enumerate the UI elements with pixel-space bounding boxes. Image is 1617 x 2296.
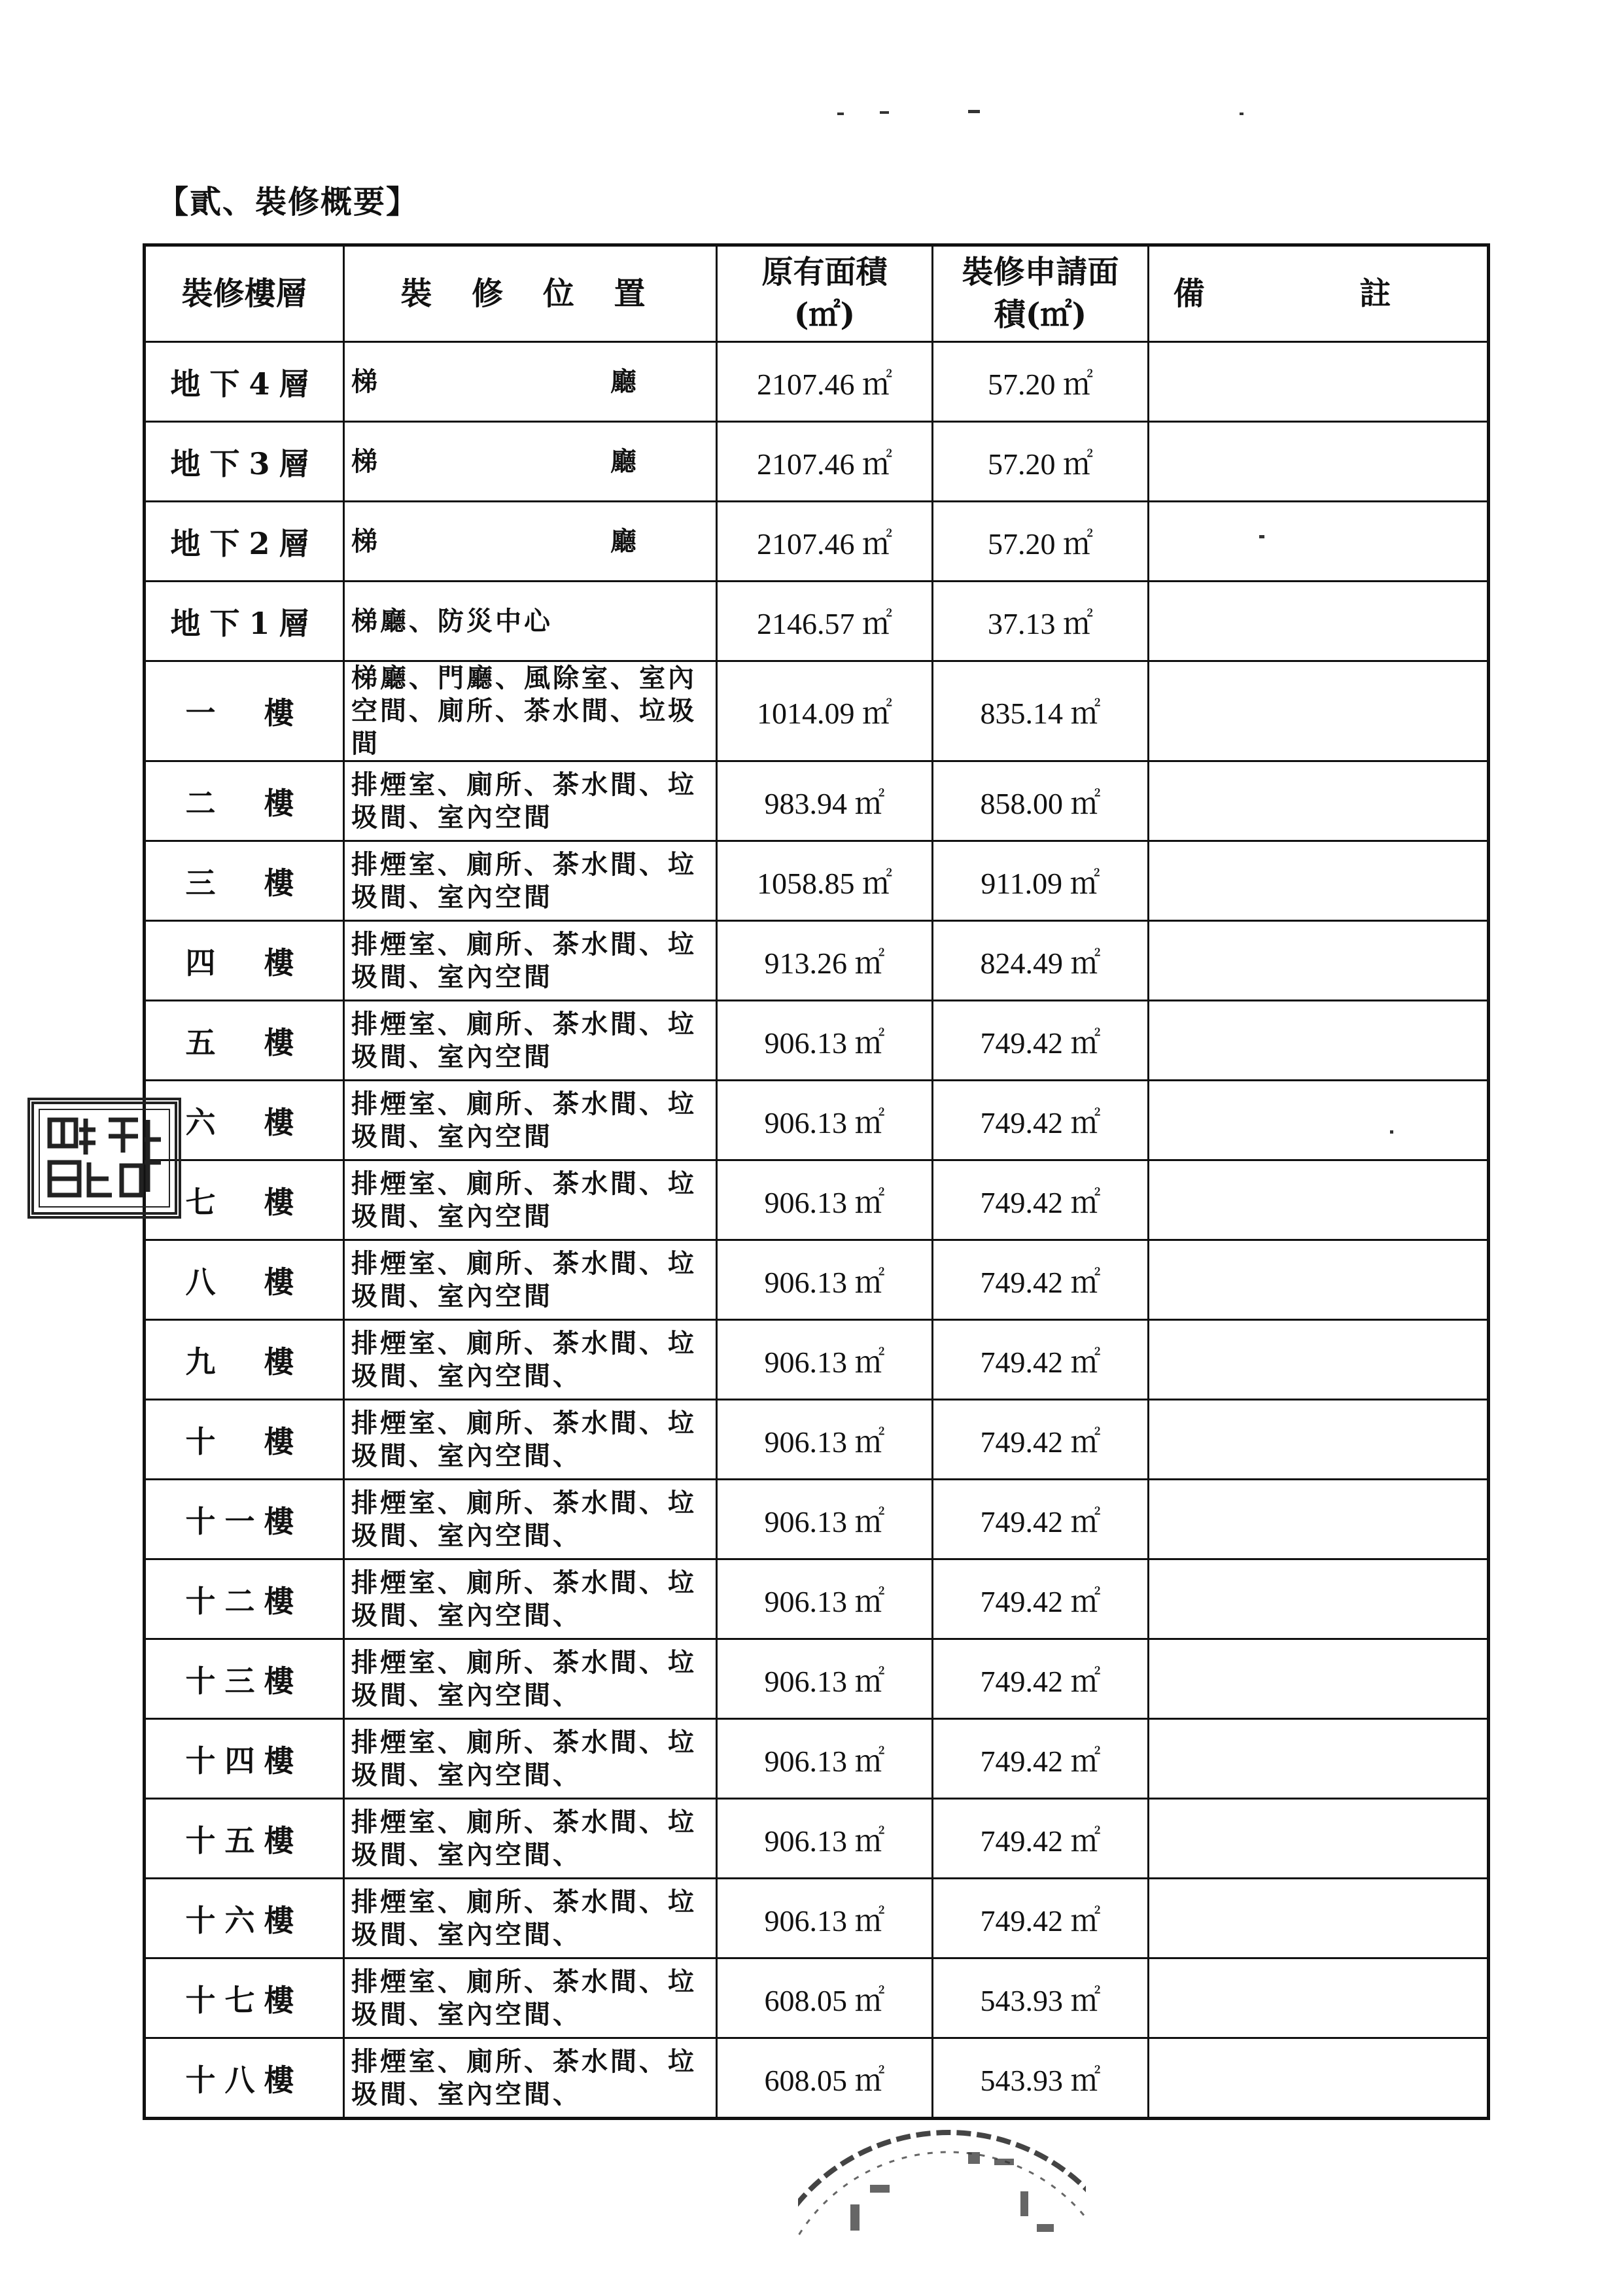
header-original-area — [717, 245, 933, 342]
floor-cell: 八 樓 — [145, 1240, 344, 1320]
scan-speck — [1390, 1130, 1393, 1134]
architect-seal-stamp — [27, 1098, 181, 1219]
applied-area-cell: 835.14 ㎡ — [933, 661, 1149, 761]
table-row — [145, 1639, 1489, 1719]
position-cell: 排煙室、廁所、茶水間、垃圾間、室內空間、 — [344, 1559, 717, 1639]
remarks-cell — [1149, 1799, 1489, 1879]
remarks-cell — [1149, 661, 1489, 761]
floor-cell: 地下4層 — [145, 342, 344, 422]
applied-area-cell: 749.42 ㎡ — [933, 1559, 1149, 1639]
position-cell: 排煙室、廁所、茶水間、垃圾間、室內空間、 — [344, 1400, 717, 1480]
original-area-cell: 906.13 ㎡ — [717, 1719, 933, 1799]
seal-graphic — [30, 1100, 179, 1216]
applied-area-cell: 749.42 ㎡ — [933, 1480, 1149, 1559]
applied-area-cell: 749.42 ㎡ — [933, 1719, 1149, 1799]
position-cell: 排煙室、廁所、茶水間、垃圾間、室內空間、 — [344, 1639, 717, 1719]
table-row — [145, 1081, 1489, 1160]
header-original-area-line1: 原有面積 — [761, 254, 888, 291]
table-row — [145, 1879, 1489, 1958]
table-row — [145, 661, 1489, 761]
round-stamp-graphic — [798, 2113, 1086, 2296]
applied-area-cell: 749.42 ㎡ — [933, 1320, 1149, 1400]
position-cell: 排煙室、廁所、茶水間、垃圾間、室內空間 — [344, 921, 717, 1001]
remarks-cell — [1149, 502, 1489, 582]
applied-area-cell: 749.42 ㎡ — [933, 1639, 1149, 1719]
original-area-cell: 906.13 ㎡ — [717, 1799, 933, 1879]
table-row — [145, 1559, 1489, 1639]
original-area-cell: 906.13 ㎡ — [717, 1639, 933, 1719]
header-applied-area-line2: 積(㎡) — [994, 296, 1087, 333]
applied-area-cell: 858.00 ㎡ — [933, 761, 1149, 841]
header-original-area-line2: (㎡) — [793, 296, 856, 333]
original-area-cell: 1014.09 ㎡ — [717, 661, 933, 761]
position-cell: 排煙室、廁所、茶水間、垃圾間、室內空間、 — [344, 1799, 717, 1879]
applied-area-cell: 37.13 ㎡ — [933, 582, 1149, 661]
table-row — [145, 761, 1489, 841]
association-round-stamp — [798, 2113, 1086, 2296]
floor-cell: 三 樓 — [145, 841, 344, 921]
original-area-cell: 608.05 ㎡ — [717, 1958, 933, 2038]
remarks-cell — [1149, 1001, 1489, 1081]
section-title: 【貳、裝修概要】 — [157, 184, 419, 220]
remarks-cell — [1149, 1480, 1489, 1559]
floor-cell: 四 樓 — [145, 921, 344, 1001]
table-row — [145, 502, 1489, 582]
floor-cell: 十一樓 — [145, 1480, 344, 1559]
position-cell: 排煙室、廁所、茶水間、垃圾間、室內空間、 — [344, 1480, 717, 1559]
original-area-cell: 906.13 ㎡ — [717, 1480, 933, 1559]
remarks-cell — [1149, 1081, 1489, 1160]
table-body — [145, 342, 1489, 2119]
floor-cell: 五 樓 — [145, 1001, 344, 1081]
floor-cell: 十三樓 — [145, 1639, 344, 1719]
scan-speck — [880, 111, 889, 114]
remarks-cell — [1149, 761, 1489, 841]
remarks-cell — [1149, 1160, 1489, 1240]
original-area-cell: 906.13 ㎡ — [717, 1400, 933, 1480]
applied-area-cell: 824.49 ㎡ — [933, 921, 1149, 1001]
table-row — [145, 1160, 1489, 1240]
remarks-cell — [1149, 1400, 1489, 1480]
remarks-cell — [1149, 582, 1489, 661]
original-area-cell: 2107.46 ㎡ — [717, 502, 933, 582]
applied-area-cell: 749.42 ㎡ — [933, 1160, 1149, 1240]
remarks-cell — [1149, 1719, 1489, 1799]
floor-cell: 九 樓 — [145, 1320, 344, 1400]
applied-area-cell: 543.93 ㎡ — [933, 1958, 1149, 2038]
original-area-cell: 906.13 ㎡ — [717, 1160, 933, 1240]
floor-cell: 地下2層 — [145, 502, 344, 582]
header-floor: 裝修樓層 — [145, 245, 344, 342]
original-area-cell: 1058.85 ㎡ — [717, 841, 933, 921]
position-cell: 排煙室、廁所、茶水間、垃圾間、室內空間、 — [344, 1719, 717, 1799]
table-row — [145, 1799, 1489, 1879]
scan-speck — [837, 113, 844, 115]
position-cell: 排煙室、廁所、茶水間、垃圾間、室內空間 — [344, 1001, 717, 1081]
position-cell: 梯廳、門廳、風除室、室內空間、廁所、茶水間、垃圾間 — [344, 661, 717, 761]
original-area-cell: 906.13 ㎡ — [717, 1559, 933, 1639]
original-area-cell: 906.13 ㎡ — [717, 1081, 933, 1160]
table-row — [145, 1719, 1489, 1799]
floor-cell: 十 樓 — [145, 1400, 344, 1480]
floor-cell: 十四樓 — [145, 1719, 344, 1799]
remarks-cell — [1149, 2038, 1489, 2119]
original-area-cell: 906.13 ㎡ — [717, 1240, 933, 1320]
original-area-cell: 2107.46 ㎡ — [717, 422, 933, 502]
applied-area-cell: 749.42 ㎡ — [933, 1879, 1149, 1958]
position-cell: 梯廳、防災中心 — [344, 582, 717, 661]
remarks-cell — [1149, 1639, 1489, 1719]
table-row — [145, 921, 1489, 1001]
table-row — [145, 422, 1489, 502]
floor-cell: 十五樓 — [145, 1799, 344, 1879]
floor-cell: 七 樓 — [145, 1160, 344, 1240]
header-applied-area-line1: 裝修申請面 — [962, 254, 1119, 291]
applied-area-cell: 749.42 ㎡ — [933, 1001, 1149, 1081]
remarks-cell — [1149, 422, 1489, 502]
original-area-cell: 913.26 ㎡ — [717, 921, 933, 1001]
position-cell: 排煙室、廁所、茶水間、垃圾間、室內空間、 — [344, 1958, 717, 2038]
position-cell: 排煙室、廁所、茶水間、垃圾間、室內空間、 — [344, 1879, 717, 1958]
floor-cell: 十七樓 — [145, 1958, 344, 2038]
scan-speck — [968, 110, 980, 113]
applied-area-cell: 57.20 ㎡ — [933, 342, 1149, 422]
scan-speck — [1240, 113, 1243, 115]
original-area-cell: 2146.57 ㎡ — [717, 582, 933, 661]
floor-cell: 十六樓 — [145, 1879, 344, 1958]
table-row — [145, 1958, 1489, 2038]
position-cell: 排煙室、廁所、茶水間、垃圾間、室內空間 — [344, 841, 717, 921]
remarks-cell — [1149, 1879, 1489, 1958]
renovation-summary-table — [143, 243, 1490, 2120]
remarks-cell — [1149, 1320, 1489, 1400]
position-cell: 排煙室、廁所、茶水間、垃圾間、室內空間、 — [344, 2038, 717, 2119]
remarks-cell — [1149, 841, 1489, 921]
original-area-cell: 906.13 ㎡ — [717, 1001, 933, 1081]
position-cell: 排煙室、廁所、茶水間、垃圾間、室內空間 — [344, 1240, 717, 1320]
applied-area-cell: 749.42 ㎡ — [933, 1240, 1149, 1320]
position-cell: 梯 廳 — [344, 342, 717, 422]
header-position: 裝 修 位 置 — [344, 245, 717, 342]
applied-area-cell: 749.42 ㎡ — [933, 1081, 1149, 1160]
floor-cell: 十二樓 — [145, 1559, 344, 1639]
position-cell: 排煙室、廁所、茶水間、垃圾間、室內空間 — [344, 1160, 717, 1240]
applied-area-cell: 543.93 ㎡ — [933, 2038, 1149, 2119]
applied-area-cell: 749.42 ㎡ — [933, 1799, 1149, 1879]
floor-cell: 地下3層 — [145, 422, 344, 502]
original-area-cell: 608.05 ㎡ — [717, 2038, 933, 2119]
original-area-cell: 906.13 ㎡ — [717, 1879, 933, 1958]
applied-area-cell: 57.20 ㎡ — [933, 422, 1149, 502]
original-area-cell: 906.13 ㎡ — [717, 1320, 933, 1400]
applied-area-cell: 749.42 ㎡ — [933, 1400, 1149, 1480]
original-area-cell: 983.94 ㎡ — [717, 761, 933, 841]
table-row — [145, 2038, 1489, 2119]
header-remarks: 備 註 — [1149, 245, 1489, 342]
table-row — [145, 582, 1489, 661]
remarks-cell — [1149, 1559, 1489, 1639]
position-cell: 梯 廳 — [344, 422, 717, 502]
table-header-row — [145, 245, 1489, 342]
table-row — [145, 1480, 1489, 1559]
remarks-cell — [1149, 342, 1489, 422]
position-cell: 梯 廳 — [344, 502, 717, 582]
table-row — [145, 841, 1489, 921]
remarks-cell — [1149, 921, 1489, 1001]
floor-cell: 六 樓 — [145, 1081, 344, 1160]
remarks-cell — [1149, 1958, 1489, 2038]
floor-cell: 十八樓 — [145, 2038, 344, 2119]
table-row — [145, 1240, 1489, 1320]
scan-speck — [1259, 535, 1264, 538]
position-cell: 排煙室、廁所、茶水間、垃圾間、室內空間、 — [344, 1320, 717, 1400]
applied-area-cell: 57.20 ㎡ — [933, 502, 1149, 582]
floor-cell: 地下1層 — [145, 582, 344, 661]
original-area-cell: 2107.46 ㎡ — [717, 342, 933, 422]
applied-area-cell: 911.09 ㎡ — [933, 841, 1149, 921]
table-row — [145, 342, 1489, 422]
floor-cell: 一 樓 — [145, 661, 344, 761]
position-cell: 排煙室、廁所、茶水間、垃圾間、室內空間 — [344, 1081, 717, 1160]
remarks-cell — [1149, 1240, 1489, 1320]
position-cell: 排煙室、廁所、茶水間、垃圾間、室內空間 — [344, 761, 717, 841]
table-row — [145, 1001, 1489, 1081]
floor-cell: 二 樓 — [145, 761, 344, 841]
table-row — [145, 1320, 1489, 1400]
table-row — [145, 1400, 1489, 1480]
header-applied-area — [933, 245, 1149, 342]
